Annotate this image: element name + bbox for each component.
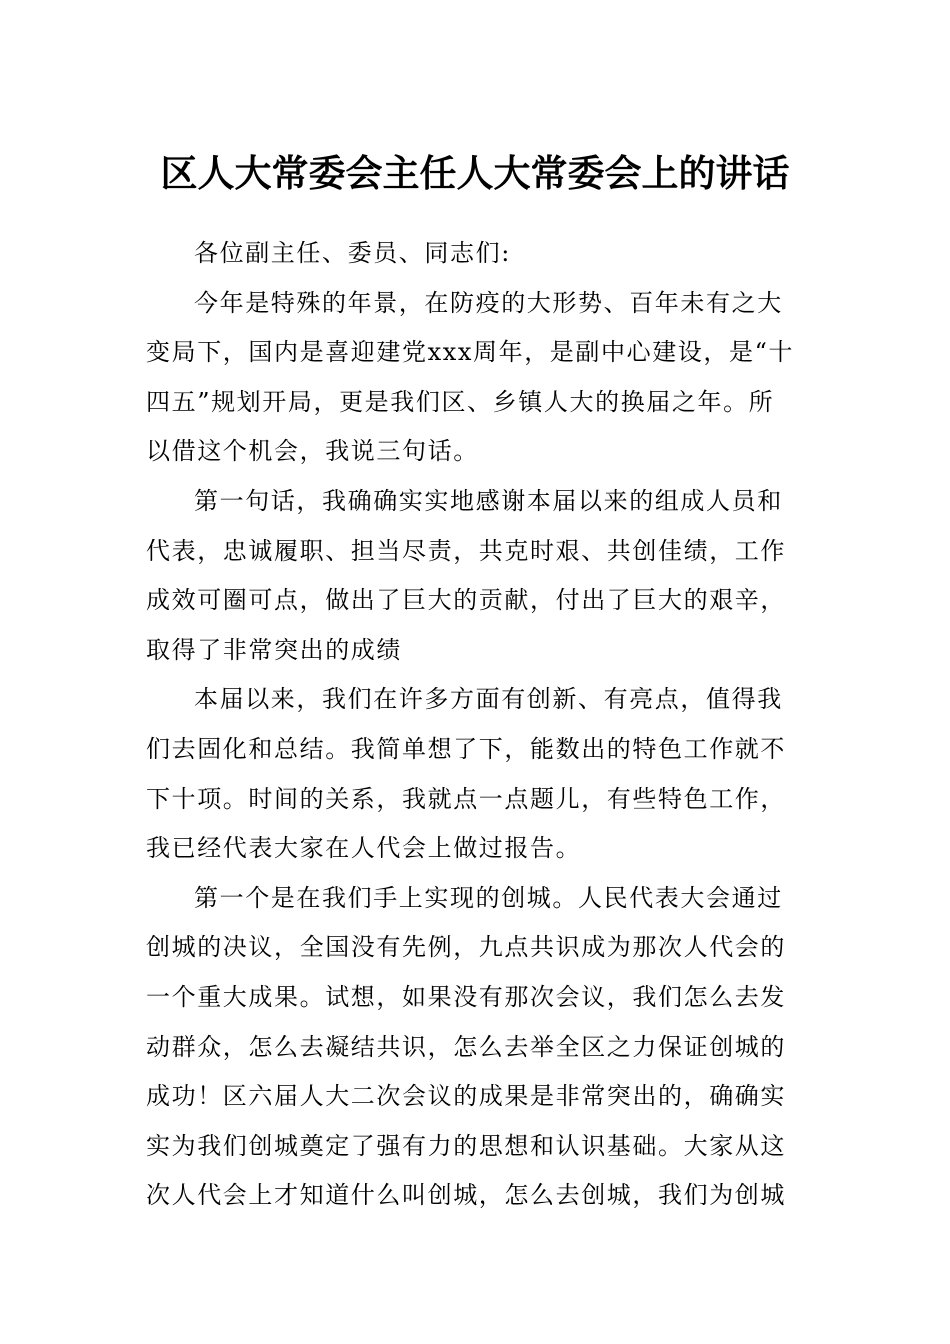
body-paragraph: 本届以来，我们在许多方面有创新、有亮点，值得我 们去固化和总结。我简单想了下，能数出的特色工作就不 下十项。时间的关系，我就点一点题儿，有些特色工作， 我已经代表大家在人代会上做过报告。 [146, 685, 786, 863]
document-body [146, 229, 806, 1221]
document-title: 区人大常委会主任人大常委会上的讲话 [160, 151, 790, 195]
salutation-paragraph: 各位副主任、委员、同志们: [194, 239, 511, 267]
body-paragraph: 第一句话，我确确实实地感谢本届以来的组成人员和 代表，忠诚履职、担当尽责，共克时艰、共创佳绩，工作 成效可圈可点，做出了巨大的贡献，付出了巨大的艰辛， 取得了非常突出的成绩 [146, 486, 786, 664]
body-paragraph: 第一个是在我们手上实现的创城。人民代表大会通过 创城的决议，全国没有先例，九点共识成为那次人代会的 一个重大成果。试想，如果没有那次会议，我们怎么去发 动群众，怎么去凝结共识，怎么去举全区之力保证创城的 成功！区六届人大二次会议的成果是非常突出的，确确实 实为我们创城奠定了强有力的思想和认识基础。大家从这 次人代会上才知道什么叫创城，怎么去创城，我们为创城 [146, 883, 786, 1210]
body-paragraph: 今年是特殊的年景，在防疫的大形势、百年未有之大 变局下，国内是喜迎建党xxx周年，是副中心建设，是“十 四五”规划开局，更是我们区、乡镇人大的换届之年。所 以借这个机会，我说三句话。 [146, 288, 795, 466]
